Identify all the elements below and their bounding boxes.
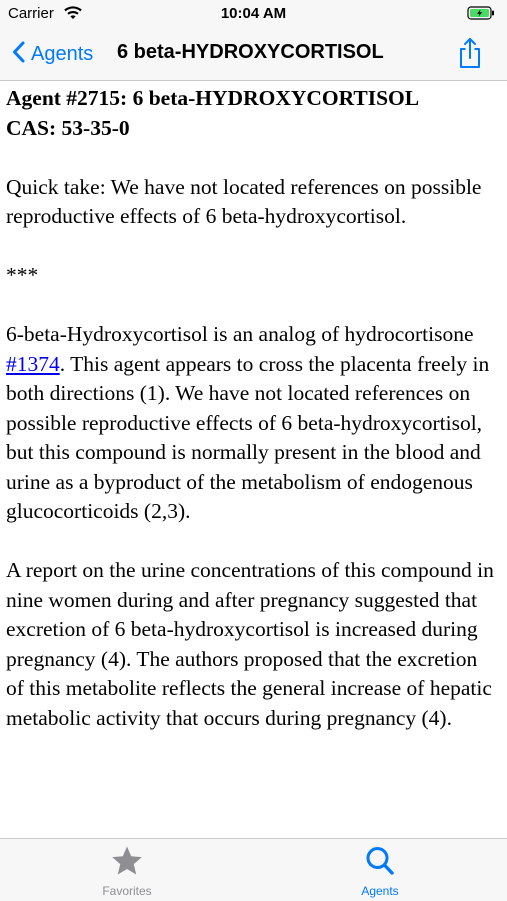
star-icon — [110, 864, 144, 881]
paragraph-1 — [6, 320, 500, 527]
share-icon — [457, 56, 483, 73]
paragraph-1-text-a: 6-beta-Hydroxycortisol is an analog of hydrocortisone — [6, 322, 474, 346]
share-button[interactable] — [457, 37, 483, 74]
tab-bar — [0, 838, 507, 901]
tab-agents-label: Agents — [361, 884, 399, 898]
quick-take: Quick take: We have not located references on possible reproductive effects of 6 beta-hydroxycortisol. — [6, 174, 482, 228]
paragraph-2: A report on the urine concentrations of this compound in nine women during and after pregnancy suggested that excretion of 6 beta-hydroxycortisol is increased during pregnancy (4). The authors proposed that the excretion of this metabolite reflects the general increase of hepatic metabolic activity that occurs during pregnancy (4). — [6, 558, 494, 730]
agent-detail-content — [6, 80, 500, 838]
status-bar — [0, 0, 507, 28]
agent-title: Agent #2715: 6 beta-HYDROXYCORTISOL — [6, 86, 420, 110]
chevron-left-icon — [12, 41, 25, 68]
paragraph-1-text-b: . This agent appears to cross the placenta freely in both directions (1). We have not located references on possible reproductive effects of 6 beta-hydroxycortisol, but this compound is normally present in the blood and urine as a byproduct of the metabolism of endogenous glucocorticoids (2,3). — [6, 351, 490, 523]
back-button-label: Agents — [31, 42, 94, 65]
tab-agents[interactable] — [300, 845, 460, 898]
search-icon — [363, 864, 397, 881]
battery-icon — [467, 6, 495, 25]
agent-heading — [6, 84, 500, 143]
tab-favorites[interactable] — [47, 845, 207, 898]
navigation-bar — [0, 28, 507, 81]
section-separator: *** — [6, 263, 39, 287]
tab-favorites-label: Favorites — [102, 884, 152, 898]
cas-number: CAS: 53-35-0 — [6, 115, 130, 140]
agent-link[interactable]: #1374 — [6, 351, 60, 376]
carrier-label: Carrier — [8, 5, 54, 22]
clock: 10:04 AM — [220, 5, 287, 22]
page-title: 6 beta-HYDROXYCORTISOL — [117, 41, 384, 63]
back-button[interactable] — [12, 39, 93, 69]
